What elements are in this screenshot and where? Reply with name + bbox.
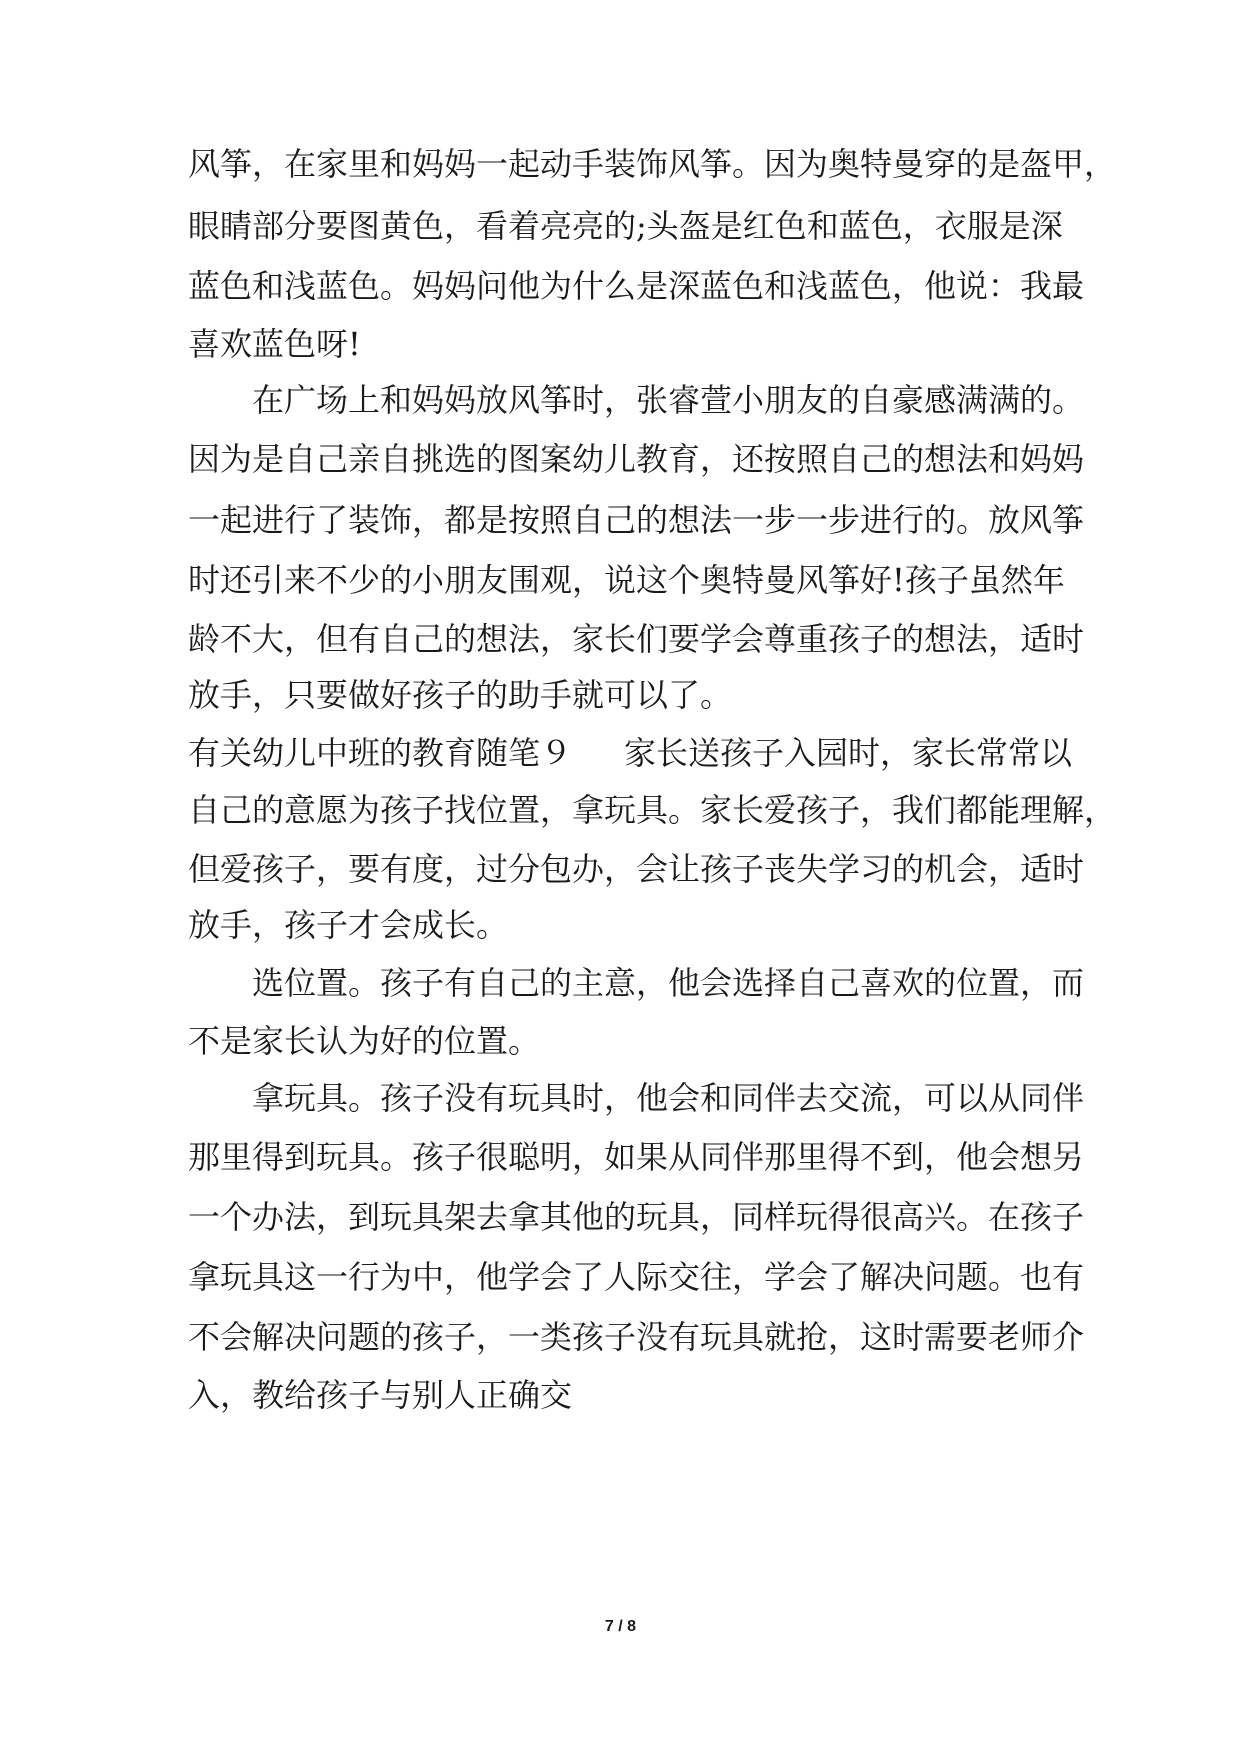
text-line: 一个办法，到玩具架去拿其他的玩具，同样玩得很高兴。在孩子 bbox=[188, 1198, 1085, 1236]
text-line: 自己的意愿为孩子找位置，拿玩具。家长爱孩子，我们都能理解， bbox=[188, 791, 1117, 829]
text-line: 蓝色和浅蓝色。妈妈问他为什么是深蓝色和浅蓝色，他说：我最 bbox=[188, 267, 1085, 305]
text-line: 喜欢蓝色呀! bbox=[188, 325, 361, 363]
page-number: 7 / 8 bbox=[604, 1618, 637, 1635]
text-line: 放手，只要做好孩子的助手就可以了。 bbox=[188, 676, 733, 714]
text-line: 那里得到玩具。孩子很聪明，如果从同伴那里得不到，他会想另 bbox=[188, 1138, 1085, 1176]
text-line: 拿玩具这一行为中，他学会了人际交往，学会了解决问题。也有 bbox=[188, 1258, 1085, 1296]
text-line: 风筝，在家里和妈妈一起动手装饰风筝。因为奥特曼穿的是盔甲， bbox=[188, 145, 1117, 183]
text-line: 不是家长认为好的位置。 bbox=[188, 1022, 541, 1060]
text-line: 一起进行了装饰，都是按照自己的想法一步一步进行的。放风筝 bbox=[188, 501, 1085, 539]
paragraph-start: 家长送孩子入园时，家长常常以 bbox=[624, 734, 1073, 772]
text-line: 放手，孩子才会成长。 bbox=[188, 906, 509, 944]
text-line: 龄不大，但有自己的想法，家长们要学会尊重孩子的想法，适时 bbox=[188, 620, 1085, 658]
section-heading-line bbox=[188, 733, 1072, 773]
section-heading: 有关幼儿中班的教育随笔９ bbox=[188, 734, 573, 772]
text-line: 但爱孩子，要有度，过分包办，会让孩子丧失学习的机会，适时 bbox=[188, 850, 1085, 888]
paragraph-first-line: 选位置。孩子有自己的主意，他会选择自己喜欢的位置，而 bbox=[252, 964, 1085, 1002]
paragraph-first-line: 在广场上和妈妈放风筝时，张睿萱小朋友的自豪感满满的。 bbox=[252, 381, 1085, 419]
text-line: 不会解决问题的孩子，一类孩子没有玩具就抢，这时需要老师介 bbox=[188, 1318, 1085, 1356]
text-line: 眼睛部分要图黄色，看着亮亮的;头盔是红色和蓝色，衣服是深 bbox=[188, 207, 1063, 245]
paragraph-first-line: 拿玩具。孩子没有玩具时，他会和同伴去交流，可以从同伴 bbox=[252, 1079, 1085, 1117]
text-line: 入，教给孩子与别人正确交 bbox=[188, 1376, 573, 1414]
text-line: 时还引来不少的小朋友围观，说这个奥特曼风筝好!孩子虽然年 bbox=[188, 561, 1065, 599]
text-line: 因为是自己亲自挑选的图案幼儿教育，还按照自己的想法和妈妈 bbox=[188, 440, 1085, 478]
